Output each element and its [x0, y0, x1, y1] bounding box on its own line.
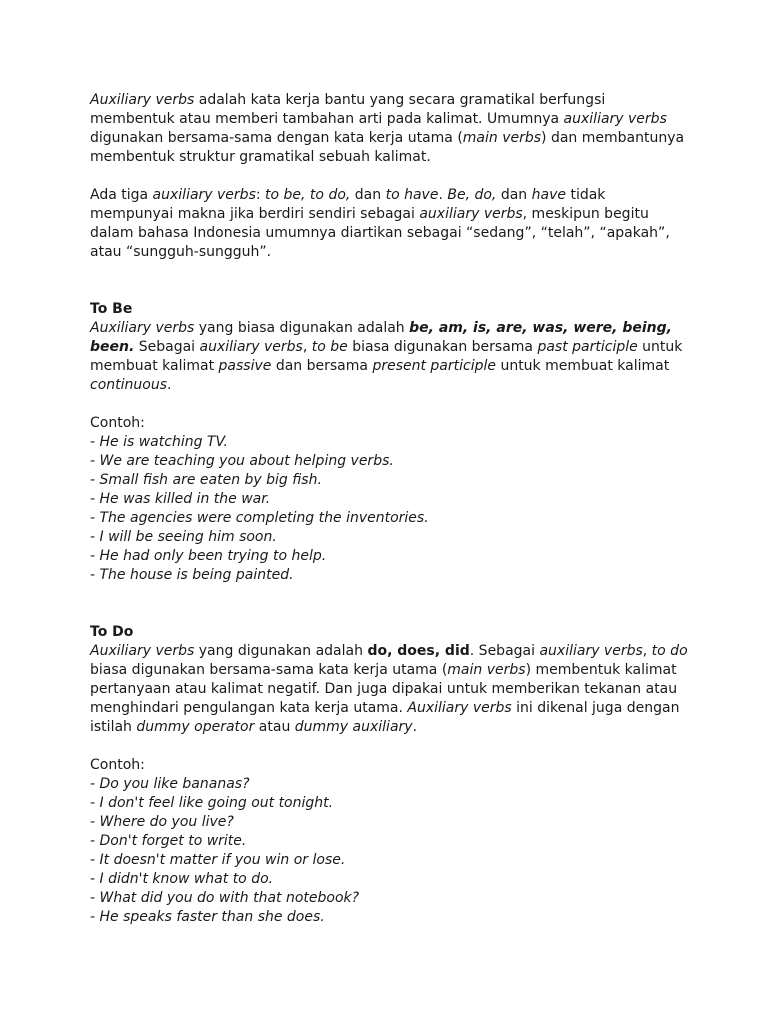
text-run: auxiliary verbs — [539, 643, 643, 659]
text-run: auxiliary verbs — [563, 111, 667, 127]
text-run: auxiliary verbs — [419, 206, 523, 222]
text-run: past participle — [537, 339, 638, 355]
text-run: dummy auxiliary — [294, 719, 413, 735]
text-run: to have — [385, 187, 439, 203]
to-be-heading: To Be — [90, 301, 133, 317]
example-item: - I don't feel like going out tonight. — [90, 795, 334, 811]
text-run: present participle — [372, 358, 496, 374]
example-item: - I didn't know what to do. — [90, 871, 274, 887]
text-run: to be — [311, 339, 348, 355]
example-item: - Don't forget to write. — [90, 833, 247, 849]
example-item: - He was killed in the war. — [90, 491, 271, 507]
text-run: have — [531, 187, 566, 203]
example-item: - We are teaching you about helping verbs. — [90, 453, 394, 469]
text-run: Auxiliary verbs — [90, 643, 195, 659]
text-run: main verbs — [462, 130, 542, 146]
text-run: to be, to do, — [265, 187, 351, 203]
text-run: main verbs — [447, 662, 526, 678]
intro-paragraph-2: Ada tiga auxiliary verbs: to be, to do, dan to have. Be, do, dan have tidak mempunyai makna jika berdiri sendiri sebagai auxiliary verbs, meskipun begitu dalam bahasa Indonesia umumnya diartikan sebagai “sedang”, “telah”, “apakah”, atau “sungguh-sungguh”. — [90, 187, 670, 260]
to-be-body: Auxiliary verbs yang biasa digunakan adalah be, am, is, are, was, were, being, been. Sebagai auxiliary verbs, to be biasa digunakan bersama past participle untuk membuat kalimat passive dan bersama present participle untuk membuat kalimat continuous. — [90, 320, 683, 393]
text-run: passive — [218, 358, 272, 374]
text-run: Auxiliary verbs — [90, 320, 195, 336]
text-run: auxiliary verbs — [152, 187, 256, 203]
text-run: to do — [651, 643, 688, 659]
text-run: continuous — [90, 377, 167, 393]
to-do-heading: To Do — [90, 624, 134, 640]
example-item: - He speaks faster than she does. — [90, 909, 325, 925]
example-item: - I will be seeing him soon. — [90, 529, 277, 545]
example-item: - He had only been trying to help. — [90, 548, 327, 564]
text-run: Be, do, — [447, 187, 497, 203]
example-item: - The agencies were completing the inventories. — [90, 510, 429, 526]
example-item: - It doesn't matter if you win or lose. — [90, 852, 346, 868]
to-be-examples-label: Contoh: — [90, 415, 145, 431]
text-run: Auxiliary verbs — [90, 92, 195, 108]
text-run: dummy operator — [136, 719, 255, 735]
to-do-examples-list — [90, 775, 690, 927]
text-run: do, does, did — [367, 643, 470, 659]
example-item: - He is watching TV. — [90, 434, 228, 450]
text-run: auxiliary verbs — [199, 339, 303, 355]
text-run: be, am, is, are, was, were, being, been. — [90, 320, 672, 355]
to-do-body: Auxiliary verbs yang digunakan adalah do, does, did. Sebagai auxiliary verbs, to do biasa digunakan bersama-sama kata kerja utama (main verbs) membentuk kalimat pertanyaan atau kalimat negatif. Dan juga dipakai untuk memberikan tekanan atau menghindari pengulangan kata kerja utama. Auxiliary verbs ini dikenal juga dengan istilah dummy operator atau dummy auxiliary. — [90, 643, 688, 735]
document-page — [90, 91, 690, 927]
example-item: - What did you do with that notebook? — [90, 890, 360, 906]
example-item: - Where do you live? — [90, 814, 234, 830]
example-item: - The house is being painted. — [90, 567, 294, 583]
text-run: Auxiliary verbs — [407, 700, 512, 716]
example-item: - Do you like bananas? — [90, 776, 250, 792]
to-do-examples-label: Contoh: — [90, 757, 145, 773]
intro-paragraph-1: Auxiliary verbs adalah kata kerja bantu yang secara gramatikal berfungsi membentuk atau memberi tambahan arti pada kalimat. Umumnya auxiliary verbs digunakan bersama-sama dengan kata kerja utama (main verbs) dan membantunya membentuk struktur gramatikal sebuah kalimat. — [90, 92, 685, 165]
example-item: - Small fish are eaten by big fish. — [90, 472, 322, 488]
to-be-examples-list — [90, 433, 690, 585]
